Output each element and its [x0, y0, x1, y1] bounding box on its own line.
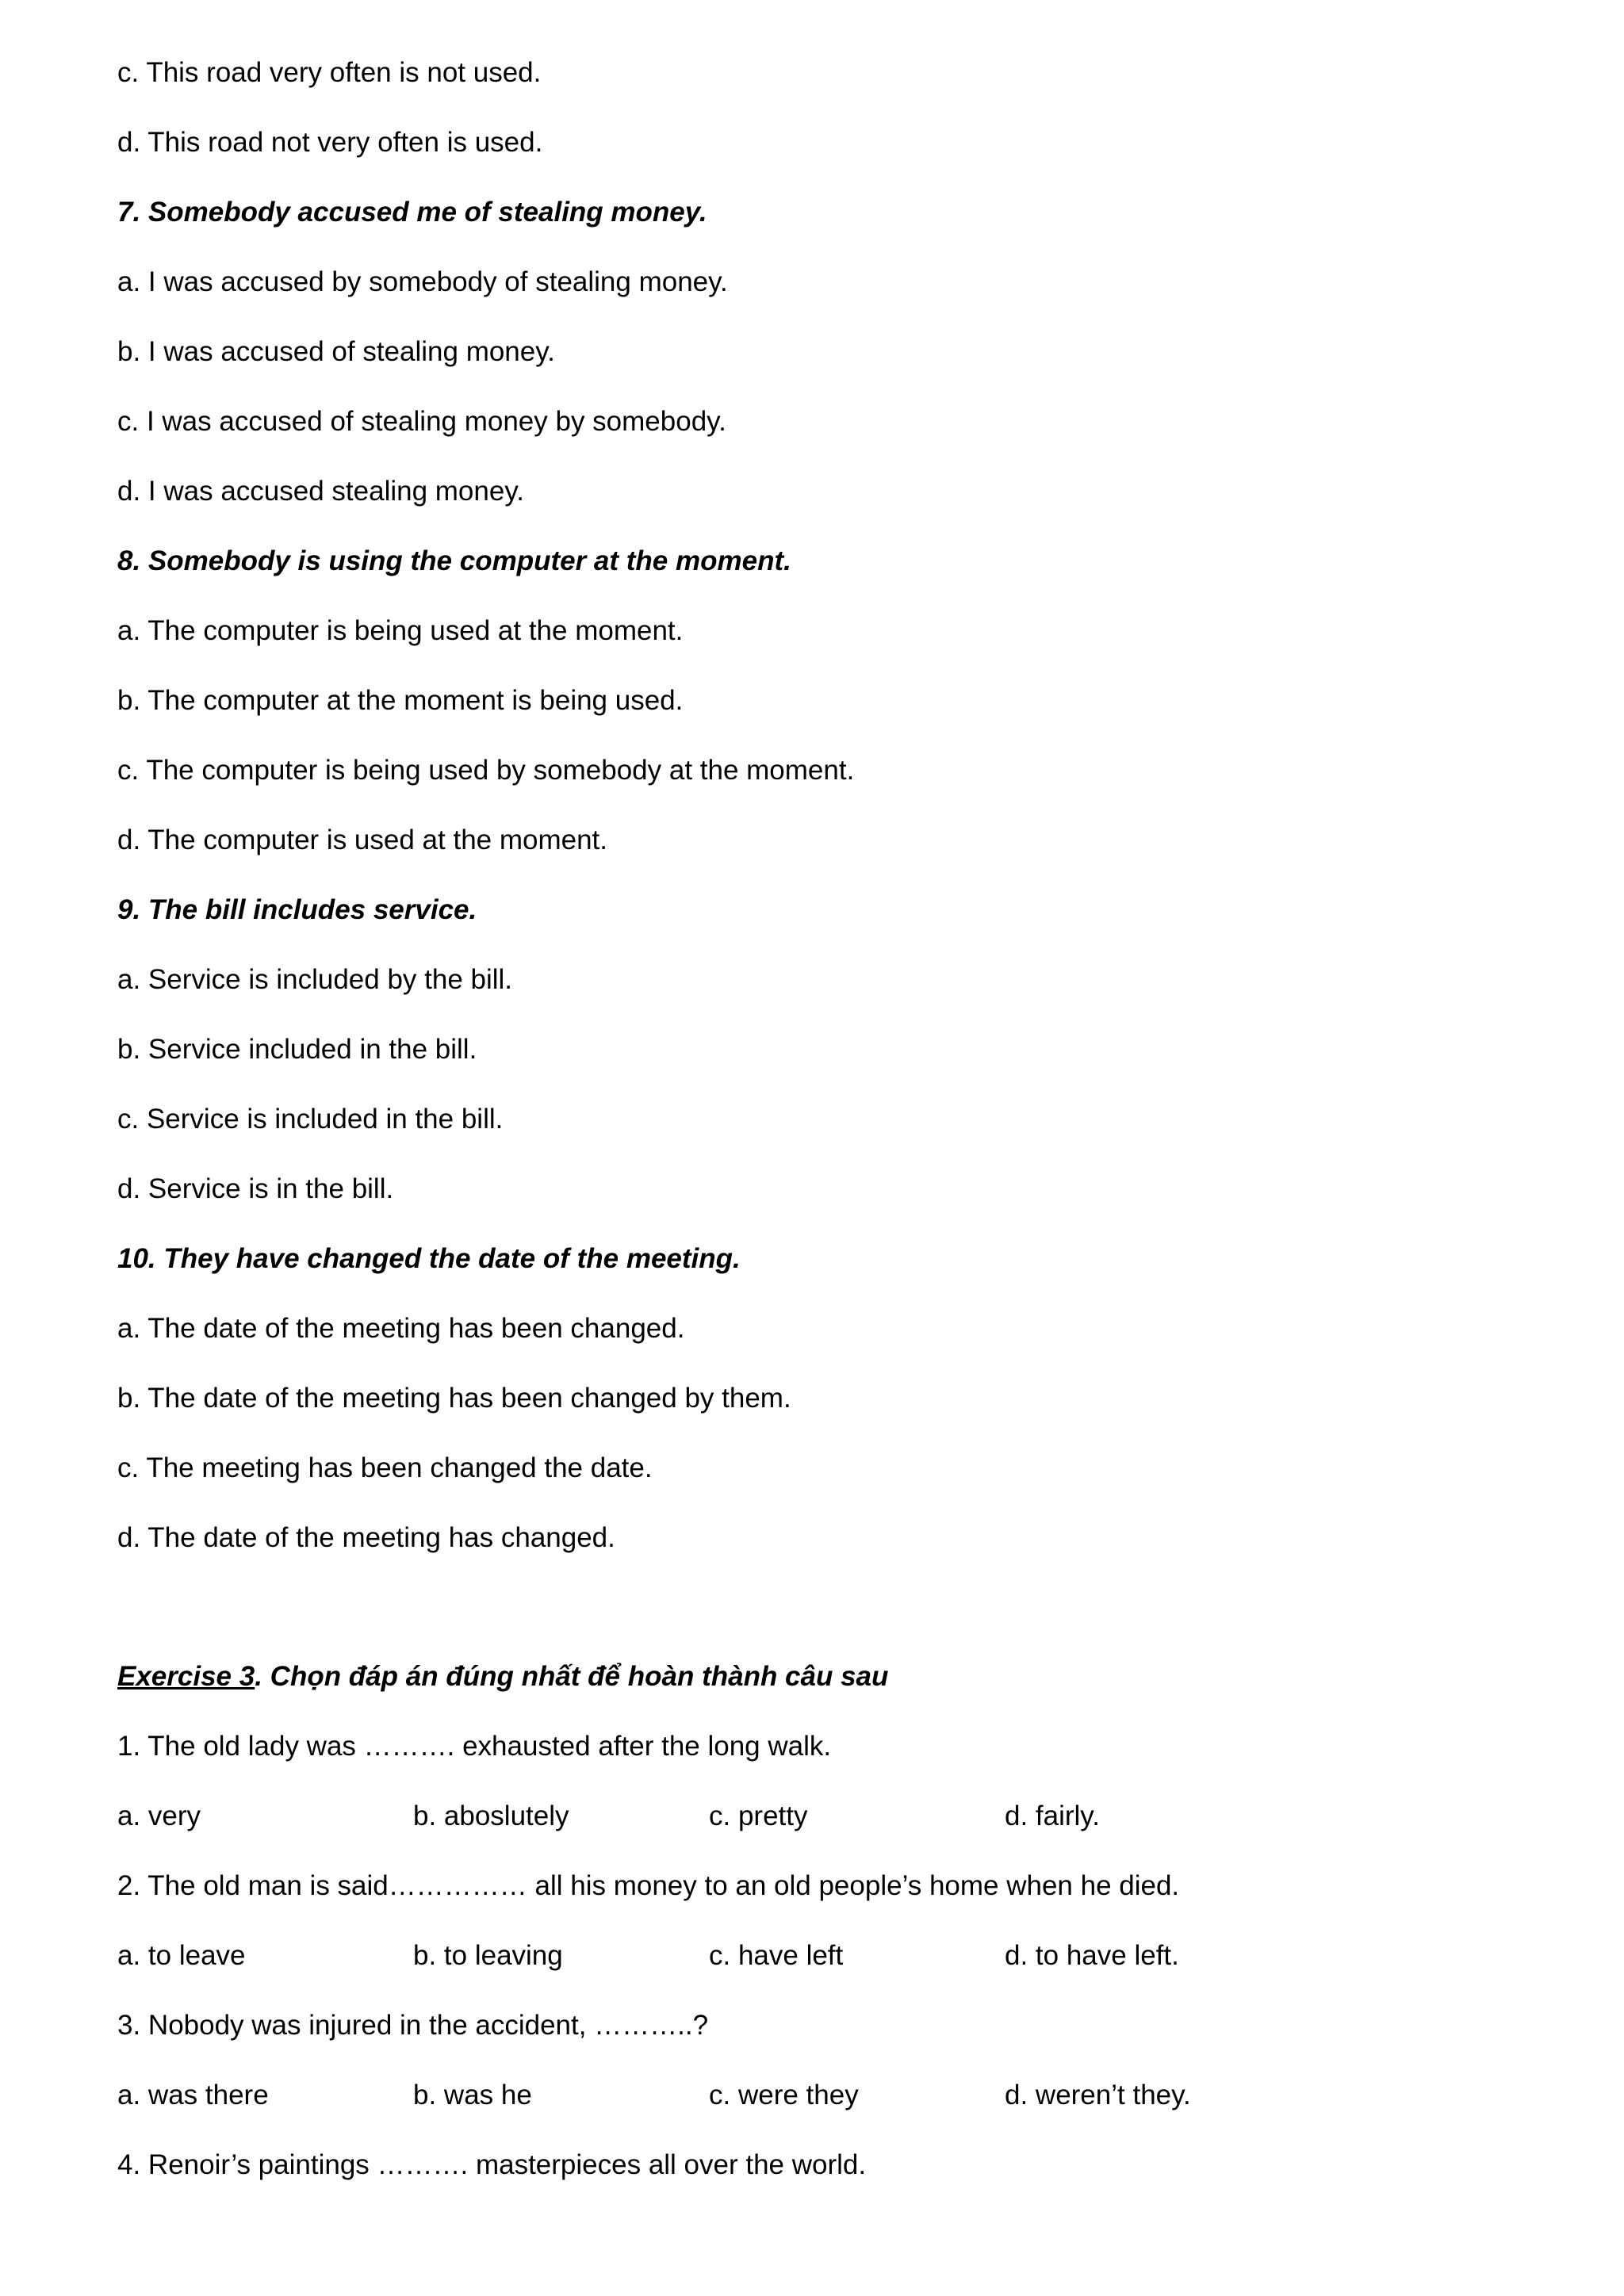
exercise-heading	[117, 1659, 888, 1694]
option-a: a. very	[117, 1800, 201, 1831]
option-line: b. I was accused of stealing money.	[117, 336, 555, 367]
option-line: a. Service is included by the bill.	[117, 964, 513, 995]
option-c: c. were they	[709, 2080, 859, 2110]
option-line: d. This road not very often is used.	[117, 127, 543, 158]
exercise-label: Exercise 3	[117, 1661, 255, 1692]
question-heading: 9. The bill includes service.	[117, 894, 477, 925]
option-line: b. The computer at the moment is being used.	[117, 685, 684, 716]
exercise-instruction: . Chọn đáp án đúng nhất để hoàn thành câu sau	[255, 1661, 889, 1692]
option-line: a. The date of the meeting has been changed.	[117, 1313, 685, 1344]
option-line: c. The computer is being used by somebody at the moment.	[117, 755, 855, 786]
option-line: a. I was accused by somebody of stealing money.	[117, 266, 728, 297]
question-line: 1. The old lady was ………. exhausted after the long walk.	[117, 1731, 832, 1762]
question-line: 3. Nobody was injured in the accident, ………..?	[117, 2010, 709, 2041]
option-line: c. Service is included in the bill.	[117, 1104, 504, 1135]
option-b: b. to leaving	[413, 1940, 563, 1971]
options-row	[117, 1799, 1545, 1834]
option-d: d. fairly.	[1005, 1800, 1100, 1831]
option-line: b. The date of the meeting has been changed by them.	[117, 1383, 791, 1414]
question-heading: 10. They have changed the date of the meeting.	[117, 1243, 741, 1274]
option-b: b. was he	[413, 2080, 532, 2110]
option-line: d. The date of the meeting has changed.	[117, 1522, 615, 1553]
question-heading: 8. Somebody is using the computer at the moment.	[117, 545, 791, 576]
option-b: b. aboslutely	[413, 1800, 569, 1831]
option-a: a. to leave	[117, 1940, 246, 1971]
option-line: c. I was accused of stealing money by somebody.	[117, 406, 726, 437]
option-line: c. The meeting has been changed the date.	[117, 1452, 653, 1483]
question-line: 4. Renoir’s paintings ………. masterpieces all over the world.	[117, 2149, 867, 2180]
question-line: 2. The old man is said…………… all his money to an old people’s home when he died.	[117, 1870, 1180, 1901]
option-line: b. Service included in the bill.	[117, 1034, 477, 1065]
option-a: a. was there	[117, 2080, 269, 2110]
options-row	[117, 1938, 1545, 1973]
option-line: a. The computer is being used at the moment.	[117, 615, 684, 646]
question-heading: 7. Somebody accused me of stealing money.	[117, 197, 707, 228]
option-d: d. to have left.	[1005, 1940, 1179, 1971]
option-d: d. weren’t they.	[1005, 2080, 1191, 2110]
option-line: d. The computer is used at the moment.	[117, 825, 608, 855]
option-line: d. I was accused stealing money.	[117, 476, 524, 507]
option-c: c. have left	[709, 1940, 844, 1971]
option-line: c. This road very often is not used.	[117, 57, 542, 88]
option-line: d. Service is in the bill.	[117, 1173, 394, 1204]
options-row	[117, 2078, 1545, 2113]
option-c: c. pretty	[709, 1800, 808, 1831]
